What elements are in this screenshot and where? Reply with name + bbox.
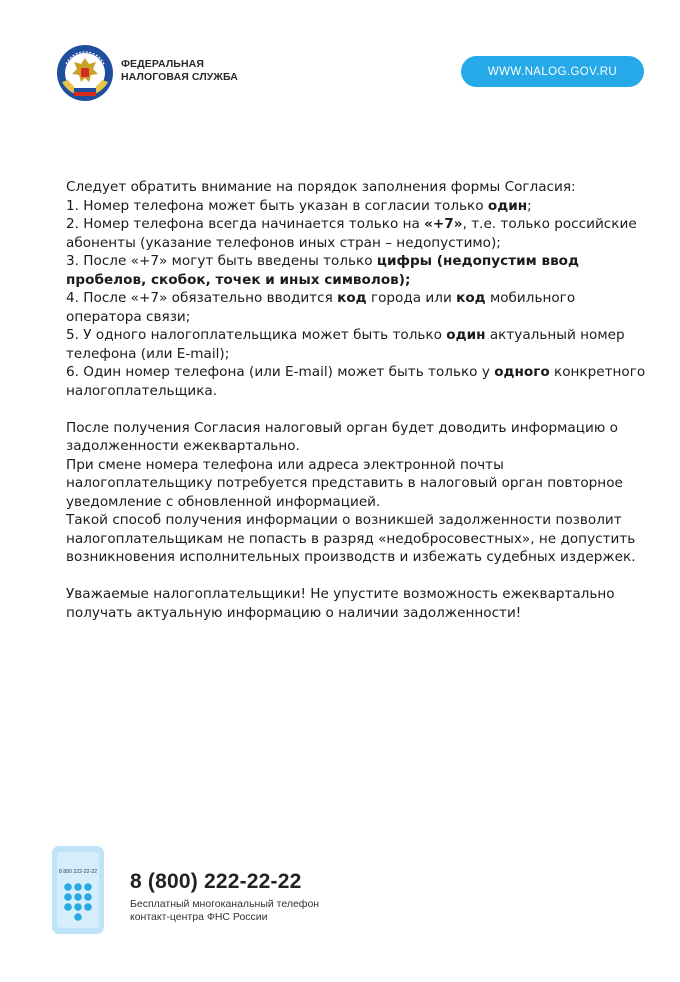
item4-bold1: код xyxy=(337,290,367,306)
item4-bold2: код xyxy=(456,290,486,306)
paragraph-appeal: Уважаемые налогоплательщики! Не упустите возможность ежеквартально получать актуальную информацию о наличии задолженности! xyxy=(66,586,615,621)
org-name-line1: ФЕДЕРАЛЬНАЯ xyxy=(121,58,204,70)
item4-mid: города или xyxy=(366,290,457,306)
item6-bold: одного xyxy=(494,364,550,380)
item2-bold: «+7» xyxy=(424,216,463,232)
item6-end: конкретного налогоплательщика. xyxy=(66,364,646,399)
list-item-4 xyxy=(66,289,646,326)
item1-bold: один xyxy=(487,197,528,214)
org-name-line2: НАЛОГОВАЯ СЛУЖБА xyxy=(121,71,238,83)
list-item-5 xyxy=(66,326,646,363)
list-item-1 xyxy=(66,197,646,216)
org-name xyxy=(121,58,238,84)
item5-bold: один xyxy=(446,327,486,343)
item4-text: 4. После «+7» обязательно вводится xyxy=(66,290,338,306)
hotline-desc-line2: контакт-центра ФНС России xyxy=(130,911,268,923)
spacer xyxy=(66,400,646,419)
phone-icon xyxy=(52,846,104,934)
fns-emblem-icon xyxy=(56,44,114,102)
item1-end: ; xyxy=(527,197,532,214)
list-item-3 xyxy=(66,252,646,289)
main-text xyxy=(66,178,646,622)
spacer xyxy=(66,567,646,586)
hotline-number[interactable]: 8 (800) 222-22-22 xyxy=(130,870,302,893)
item3-bold: цифры (недопустим ввод пробелов, скобок, точек и иных символов); xyxy=(66,253,579,288)
item2-end: , т.е. только российские абоненты (указание телефонов иных стран – недопустимо); xyxy=(66,216,637,251)
paragraph-benefit: Такой способ получения информации о возникшей задолженности позволит налогоплательщикам не попасть в разряд «недобросовестных», не допустить возникновения исполнительных производств и избежать судебных издержек. xyxy=(66,512,636,565)
paragraph-quarterly: После получения Согласия налоговый орган будет доводить информацию о задолженности ежеквартально. xyxy=(66,419,618,454)
website-link[interactable] xyxy=(461,56,644,87)
item2-text: 2. Номер телефона всегда начинается только на xyxy=(66,216,425,232)
item3-text: 3. После «+7» могут быть введены только xyxy=(66,253,377,269)
page-header xyxy=(0,0,680,120)
intro-text: Следует обратить внимание на порядок заполнения формы Согласия: xyxy=(66,179,576,195)
item1-text: 1. Номер телефона может быть указан в согласии только xyxy=(66,197,488,214)
list-item-6 xyxy=(66,363,646,400)
item4-end: мобильного оператора связи; xyxy=(66,290,576,325)
hotline-footer xyxy=(52,846,652,936)
website-label: WWW.NALOG.GOV.RU xyxy=(487,65,618,78)
item6-text: 6. Один номер телефона (или E-mail) может быть только у xyxy=(66,364,495,380)
list-item-2 xyxy=(66,215,646,252)
hotline-desc-line1: Бесплатный многоканальный телефон xyxy=(130,898,320,910)
item5-text: 5. У одного налогоплательщика может быть только xyxy=(66,327,447,343)
hotline-description xyxy=(130,898,319,924)
item5-end: актуальный номер телефона (или E-mail); xyxy=(66,327,625,362)
paragraph-change: При смене номера телефона или адреса электронной почты налогоплательщику потребуется представить в налоговый орган повторное уведомление с обновленной информацией. xyxy=(66,456,623,510)
phone-screen-number: 8 800 222-22-22 xyxy=(58,869,98,875)
